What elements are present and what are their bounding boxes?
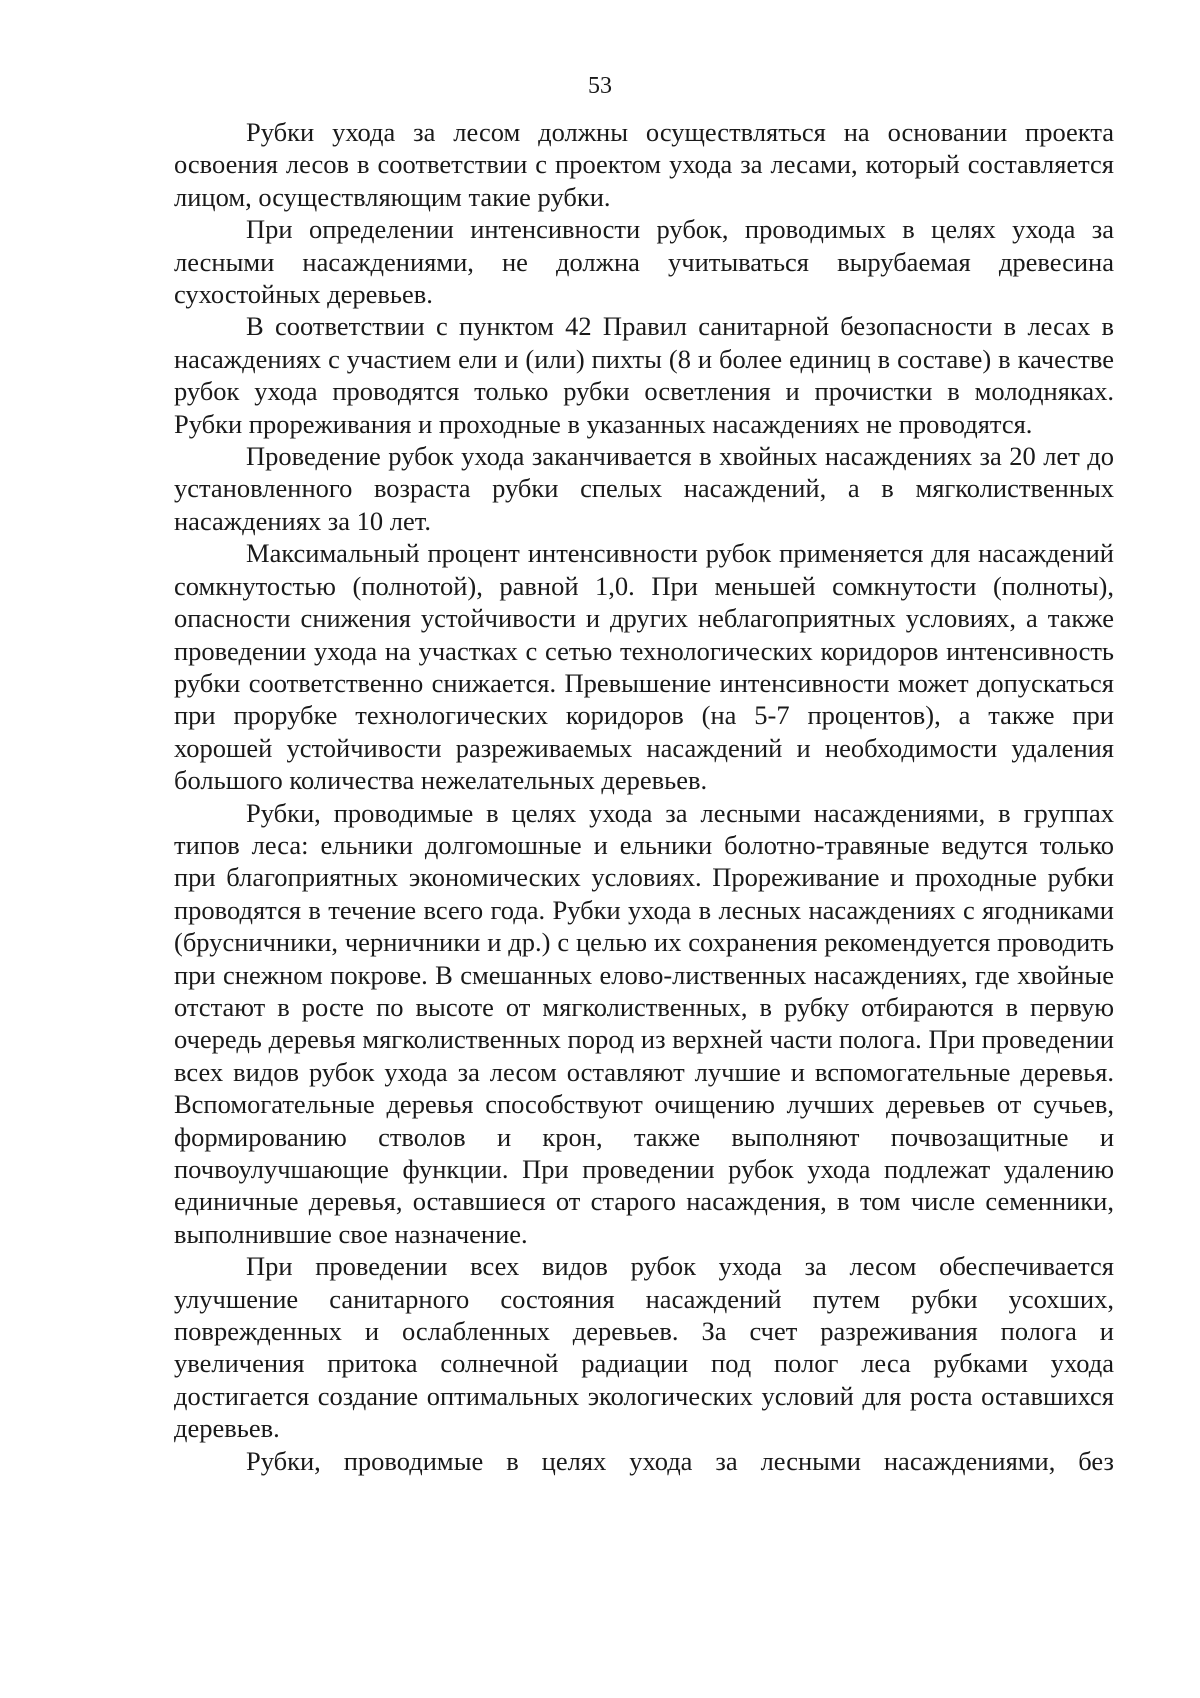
document-body: [174, 116, 1114, 1477]
paragraph: Проведение рубок ухода заканчивается в хвойных насаждениях за 20 лет до установленного возраста рубки спелых насаждений, а в мягколиственных насаждениях за 10 лет.: [174, 441, 1114, 536]
paragraph: При проведении всех видов рубок ухода за лесом обеспечивается улучшение санитарного состояния насаждений путем рубки усохших, поврежденных и ослабленных деревьев. За счет разреживания полога и увеличения притока солнечной радиации под полог леса рубками ухода достигается создание оптимальных экологических условий для роста оставшихся деревьев.: [174, 1251, 1114, 1444]
paragraph: При определении интенсивности рубок, проводимых в целях ухода за лесными насаждениями, не должна учитываться вырубаемая древесина сухостойных деревьев.: [174, 214, 1114, 310]
paragraph: Рубки ухода за лесом должны осуществляться на основании проекта освоения лесов в соответствии с проектом ухода за лесами, который составляется лицом, осуществляющим такие рубки.: [174, 117, 1114, 212]
paragraph: Максимальный процент интенсивности рубок применяется для насаждений сомкнутостью (полнотой), равной 1,0. При меньшей сомкнутости (полноты), опасности снижения устойчивости и других неблагоприятных условиях, а также проведении ухода на участках с сетью технологических коридоров интенсивность рубки соответственно снижается. Превышение интенсивности может допускаться при прорубке технологических коридоров (на 5-7 процентов), а также при хорошей устойчивости разреживаемых насаждений и необходимости удаления большого количества нежелательных деревьев.: [174, 538, 1114, 796]
page-number: 53: [588, 73, 612, 99]
paragraph-continued: Рубки, проводимые в целях ухода за лесными насаждениями, без: [246, 1445, 1114, 1476]
paragraph: Рубки, проводимые в целях ухода за лесными насаждениями, в группах типов леса: ельники долгомошные и ельники болотно-травяные ведутся только при благоприятных экономических условиях. Прореживание и проходные рубки проводятся в течение всего года. Рубки ухода в лесных насаждениях с ягодниками (брусничники, черничники и др.) с целью их сохранения рекомендуется проводить при снежном покрове. В смешанных елово-лиственных насаждениях, где хвойные отстают в росте по высоте от мягколиственных, в рубку отбираются в первую очередь деревья мягколиственных пород из верхней части полога. При проведении всех видов рубок ухода за лесом оставляют лучшие и вспомогательные деревья. Вспомогательные деревья способствуют очищению лучших деревьев от сучьев, формированию стволов и крон, также выполняют почвозащитные и почвоулучшающие функции. При проведении рубок ухода подлежат удалению единичные деревья, оставшиеся от старого насаждения, в том числе семенники, выполнившие свое назначение.: [174, 797, 1114, 1249]
paragraph: В соответствии с пунктом 42 Правил санитарной безопасности в лесах в насаждениях с участием ели и (или) пихты (8 и более единиц в составе) в качестве рубок ухода проводятся только рубки осветления и прочистки в молодняках. Рубки прореживания и проходные в указанных насаждениях не проводятся.: [174, 311, 1114, 439]
